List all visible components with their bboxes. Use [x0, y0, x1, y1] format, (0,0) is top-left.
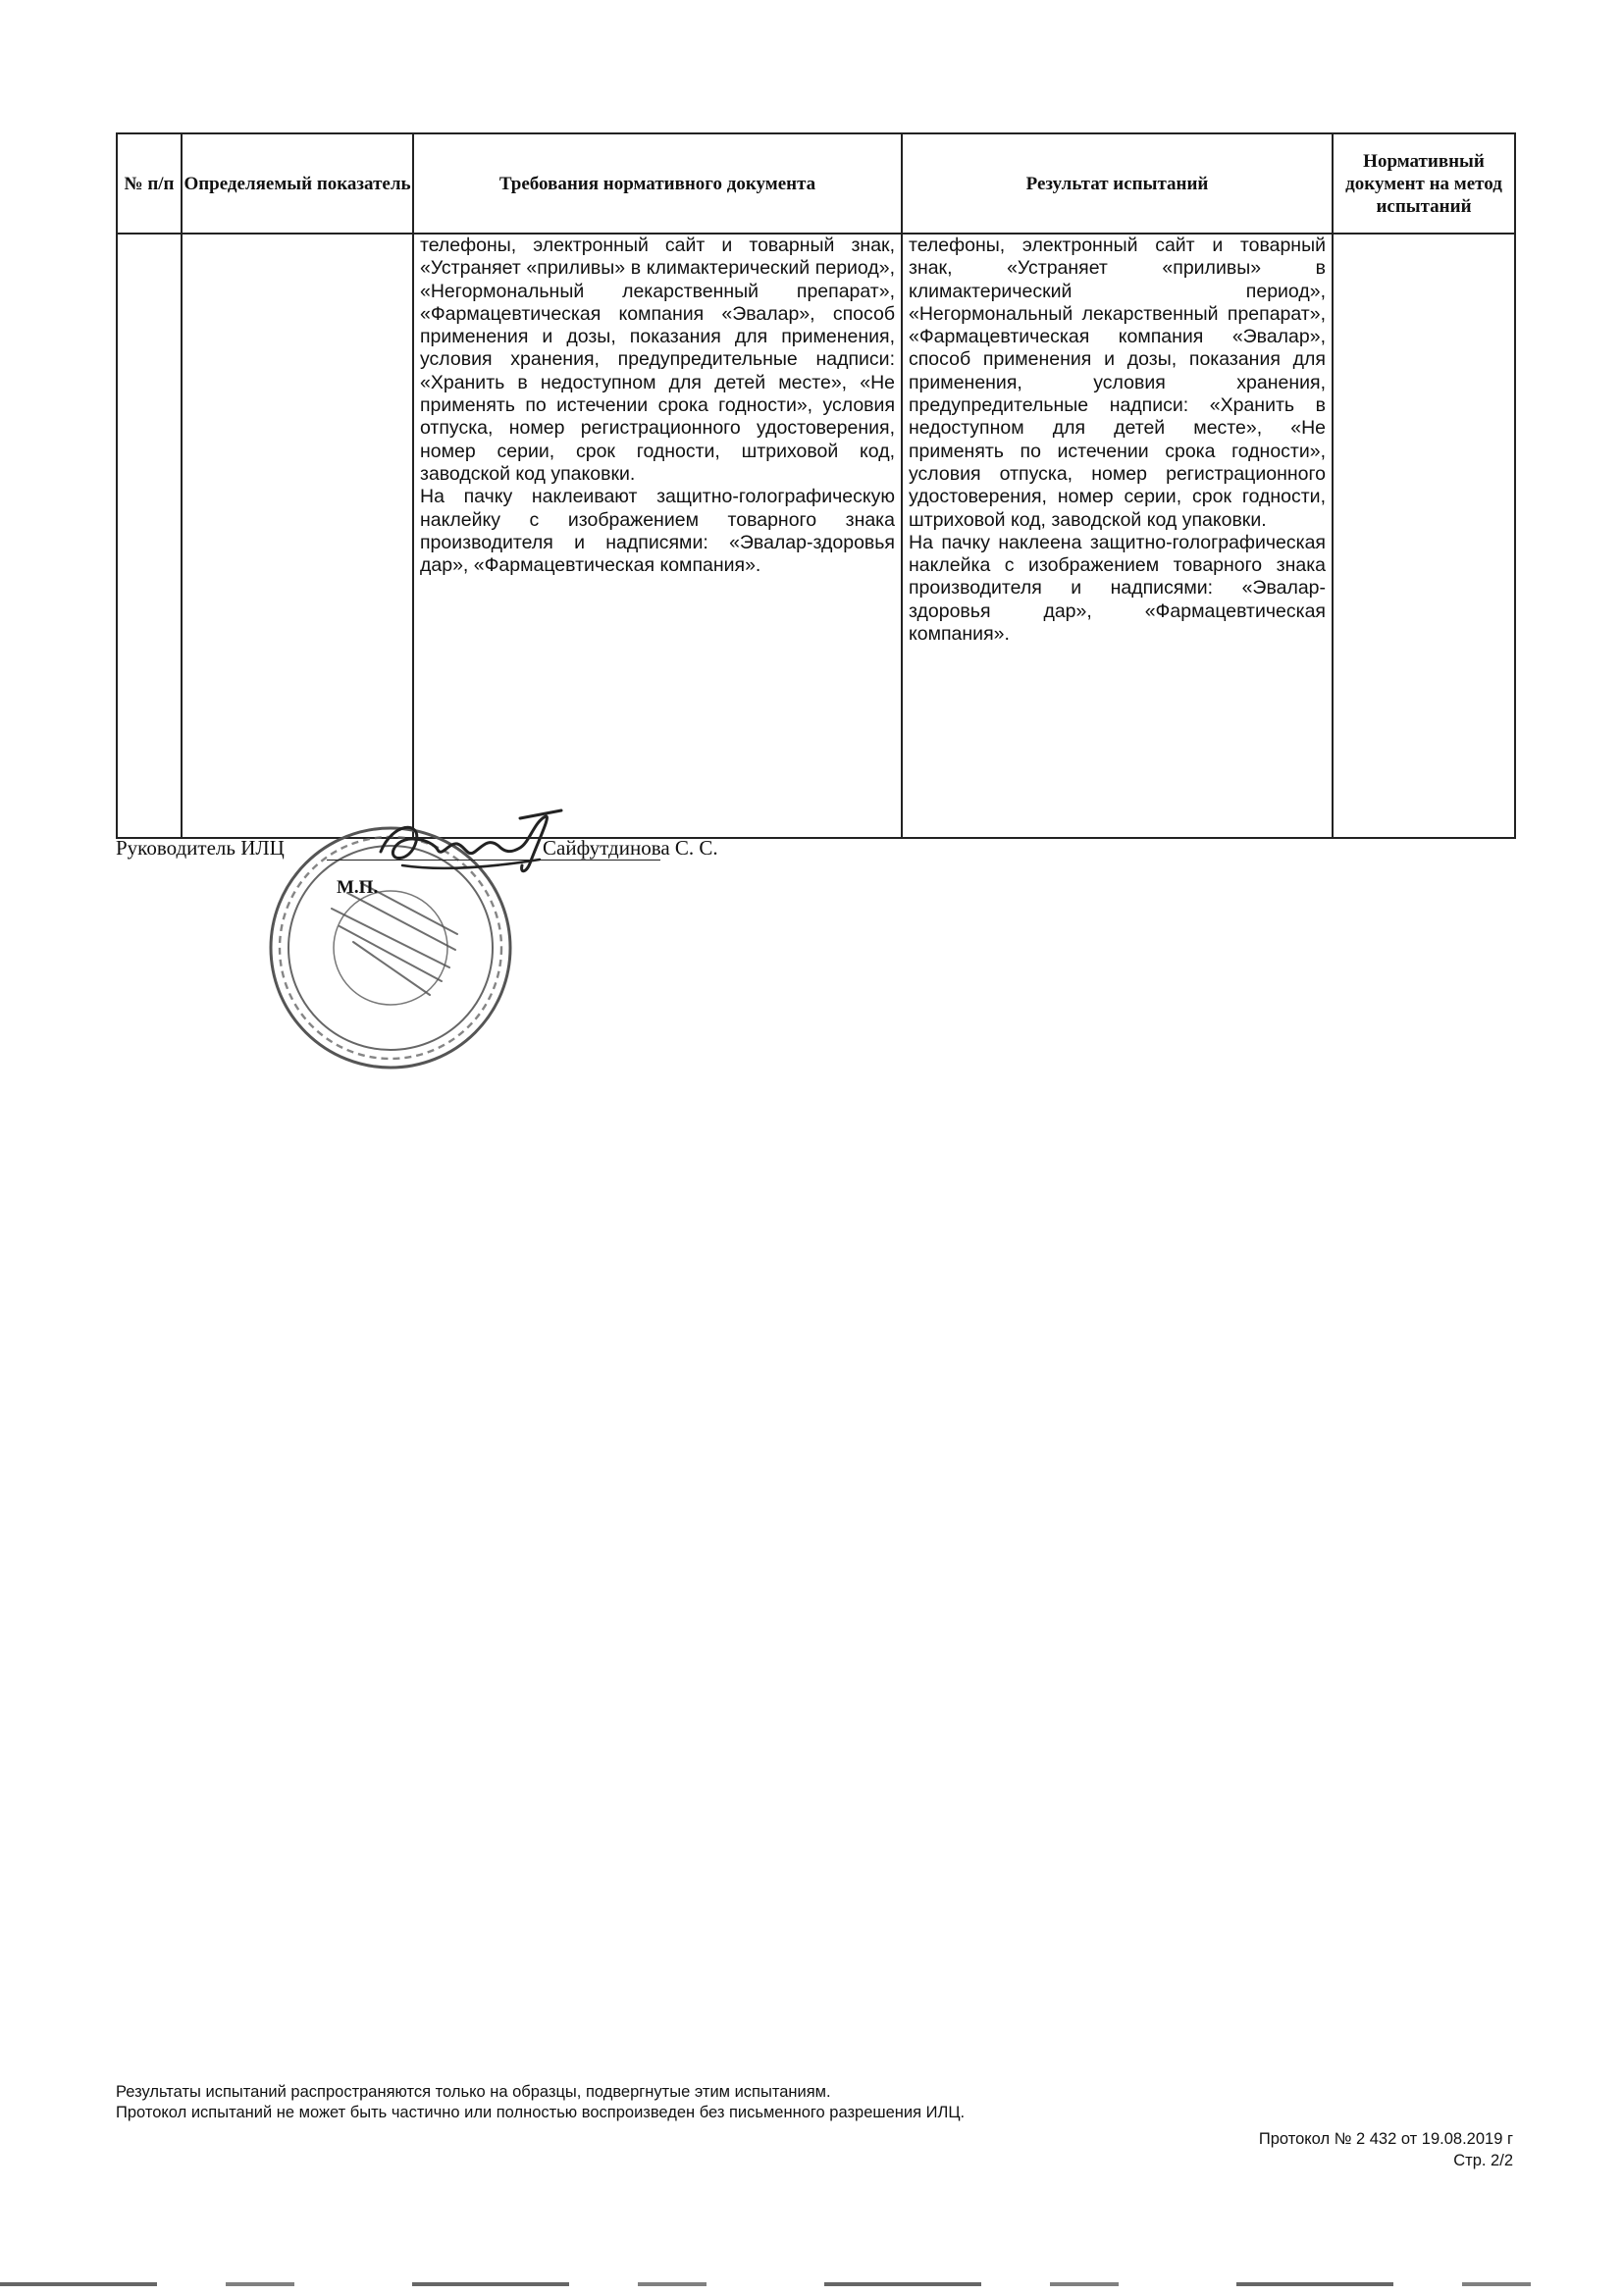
result-paragraph: телефоны, электронный сайт и товарный знак, «Устраняет «приливы» в климактерический период», «Негормональный лекарственный препарат», «Фармацевтическая компания «Эвалар», способ применения и дозы, показания для применения, условия хранения, предупредительные надписи: «Хранить в недоступном для детей месте», «Не применять по истечении срока годности», условия отпуска, номер регистрационного удостоверения, номер серии, срок годности, штриховой код, заводской код упаковки. — [909, 235, 1326, 531]
header-requirements: Требования нормативного документа — [413, 133, 902, 234]
header-indicator: Определяемый показатель — [182, 133, 413, 234]
header-result: Результат испытаний — [902, 133, 1333, 234]
signatory-name: Сайфутдинова С. С. — [543, 836, 718, 860]
disclaimer-line: Результаты испытаний распространяются только на образцы, подвергнутые этим испытаниям. — [116, 2083, 831, 2101]
handwritten-signature — [373, 803, 569, 881]
cell-number — [117, 234, 182, 838]
requirements-paragraph: На пачку наклеивают защитно-голографическую наклейку с изображением товарного знака производителя и надписями: «Эвалар-здоровья дар», «Фармацевтическая компания». — [420, 486, 895, 577]
scan-artifact-edge — [0, 2282, 1623, 2286]
results-table — [116, 132, 1516, 839]
cell-method — [1333, 234, 1515, 838]
stamp-place-label: М.П. — [337, 877, 379, 898]
cell-result — [902, 234, 1333, 838]
page-number: Стр. 2/2 — [1453, 2152, 1513, 2169]
disclaimer-line: Протокол испытаний не может быть частично или полностью воспроизведен без письменного разрешения ИЛЦ. — [116, 2104, 966, 2121]
result-paragraph: На пачку наклеена защитно-голографическая наклейка с изображением товарного знака производителя и надписями: «Эвалар-здоровья дар», «Фармацевтическая компания». — [909, 531, 1326, 646]
header-method: Нормативный документ на метод испытаний — [1333, 133, 1515, 234]
table-row — [117, 234, 1515, 838]
protocol-number: Протокол № 2 432 от 19.08.2019 г — [1258, 2130, 1513, 2148]
cell-indicator — [182, 234, 413, 838]
requirements-paragraph: телефоны, электронный сайт и товарный знак, «Устраняет «приливы» в климактерический период», «Негормональный лекарственный препарат», «Фармацевтическая компания «Эвалар», способ применения и дозы, показания для применения, условия хранения, предупредительные надписи: «Хранить в недоступном для детей месте», «Не применять по истечении срока годности», условия отпуска, номер регистрационного удостоверения, номер серии, срок годности, штриховой код, заводской код упаковки. — [420, 235, 895, 485]
table-header-row — [117, 133, 1515, 234]
header-number: № п/п — [117, 133, 182, 234]
cell-requirements — [413, 234, 902, 838]
footer-disclaimer — [116, 2082, 965, 2123]
signatory-role: Руководитель ИЛЦ — [116, 836, 285, 860]
protocol-reference — [1259, 2128, 1513, 2171]
